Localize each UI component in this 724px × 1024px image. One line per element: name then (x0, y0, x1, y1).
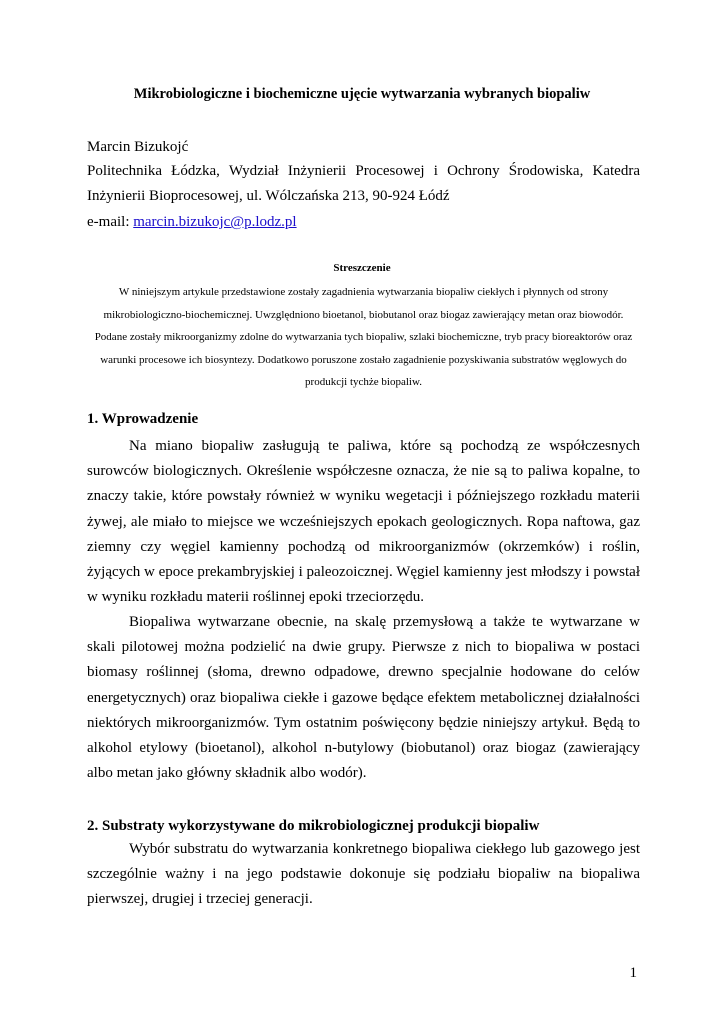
page-number: 1 (629, 965, 637, 981)
section-substrates-paragraph-1 (87, 837, 640, 913)
section-introduction-paragraph-1 (87, 434, 640, 610)
author-affiliation: Politechnika Łódzka, Wydział Inżynierii Procesowej i Ochrony Środowiska, Katedra Inżynierii Bioprocesowej, ul. Wólczańska 213, 90-924 Łódź (87, 163, 640, 204)
author-email-line (87, 210, 640, 235)
paper-title: Mikrobiologiczne i biochemiczne ujęcie wytwarzania wybranych biopaliw (133, 86, 591, 102)
section-heading-substrates: 2. Substraty wykorzystywane do mikrobiologicznej produkcji biopaliw (87, 818, 540, 834)
author-name: Marcin Bizukojć (87, 139, 189, 155)
abstract-heading: Streszczenie (333, 262, 391, 274)
email-link[interactable]: marcin.bizukojc@p.lodz.pl (133, 214, 297, 230)
email-label: e-mail: (87, 214, 134, 230)
section-introduction-paragraph-2 (87, 610, 640, 786)
section-heading-introduction: 1. Wprowadzenie (87, 411, 199, 427)
paragraph: Biopaliwa wytwarzane obecnie, na skalę przemysłową a także te wytwarzane w skali pilotowej można podzielić na dwie grupy. Pierwsze z nich to biopaliwa w postaci biomasy roślinnej (słoma, drewno odpadowe, drewno specjalnie hodowane do celów energetycznych) oraz biopaliwa ciekłe i gazowe będące efektem metabolicznej działalności niektórych mikroorganizmów. Tym ostatnim poświęcony będzie niniejszy artykuł. Będą to alkohol etylowy (bioetanol), alkohol n-butylowy (biobutanol) oraz biogaz (zawierający albo metan jako główny składnik albo wodór). (87, 614, 640, 782)
abstract-text: W niniejszym artykule przedstawione zostały zagadnienia wytwarzania biopaliw ciekłych i płynnych od strony mikrobiologiczno-biochemicznej. Uwzględniono bioetanol, biobutanol oraz biogaz zawierający metan oraz biowodór. Podane zostały mikroorganizmy zdolne do wytwarzania tych biopaliw, szlaki biochemiczne, tryb pracy bioreaktorów oraz warunki procesowe ich biosyntezy. Dodatkowo poruszone zostało zagadnienie pozyskiwania substratów węglowych do produkcji tychże biopaliw. (94, 286, 633, 388)
paragraph: Wybór substratu do wytwarzania konkretnego biopaliwa ciekłego lub gazowego jest szczególnie ważny i na jego podstawie dokonuje się podziału biopaliw na biopaliwa pierwszej, drugiej i trzeciej generacji. (87, 841, 640, 908)
paragraph: Na miano biopaliw zasługują te paliwa, które są pochodzą ze współczesnych surowców biologicznych. Określenie współczesne oznacza, że nie są to paliwa kopalne, to znaczy takie, które powstały również w wyniku wegetacji i późniejszego rozkładu materii żywej, ale miało to miejsce we wcześniejszych epokach geologicznych. Ropa naftowa, gaz ziemny czy węgiel kamienny pochodzą od mikroorganizmów (okrzemków) i roślin, żyjących w epoce prekambryjskiej i paleozoicznej. Węgiel kamienny jest młodszy i powstał w wyniku rozkładu materii roślinnej epoki trzeciorzędu. (87, 438, 640, 606)
